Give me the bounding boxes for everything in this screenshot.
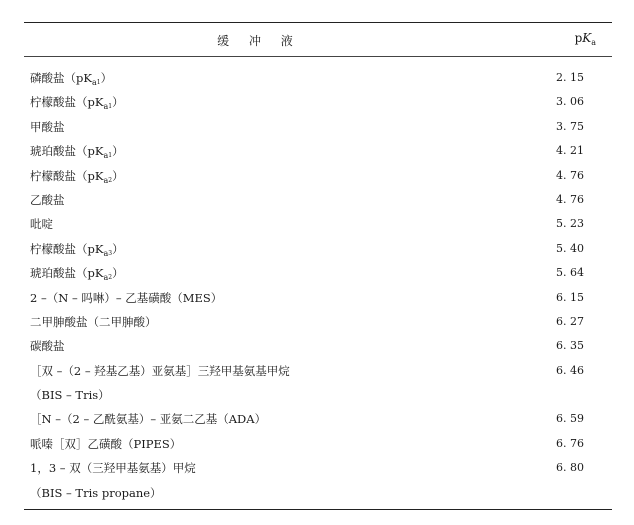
table-row — [24, 286, 612, 310]
table-row — [24, 310, 612, 334]
pka-subscript: a — [103, 273, 109, 283]
pka-value: 6. 15 — [556, 290, 584, 304]
buffer-name-text: 1，3 – 双（三羟甲基氨基）甲烷 — [30, 461, 196, 476]
pka-value: 6. 59 — [556, 412, 584, 426]
bottom-rule — [24, 509, 612, 510]
table-row — [24, 359, 612, 383]
pka-index: 2 — [108, 176, 113, 184]
buffer-name — [30, 286, 222, 310]
pka-value: 4. 76 — [556, 168, 584, 182]
buffer-name-tail: ） — [112, 95, 124, 110]
pka-subscript: a — [91, 78, 97, 87]
pka-value: 4. 21 — [556, 144, 584, 158]
table-row — [24, 334, 612, 358]
buffer-name-text: ［N –（2 – 乙酰氨基）– 亚氨二乙基（ADA） — [30, 412, 267, 427]
buffer-name — [30, 310, 157, 334]
table-row — [24, 481, 612, 505]
buffer-name-text: 柠檬酸盐（pK — [30, 168, 104, 183]
buffer-name — [30, 456, 196, 480]
table-row — [24, 66, 612, 90]
pka-subscript: a — [103, 175, 109, 185]
table-row — [24, 432, 612, 456]
table-row — [24, 139, 612, 163]
buffer-name-text: （BIS – Tris） — [30, 388, 110, 403]
table-header — [24, 23, 612, 56]
pka-value: 6. 27 — [556, 314, 584, 328]
buffer-name-text: 甲酸盐 — [30, 119, 65, 134]
pka-index: 1 — [96, 79, 101, 86]
buffer-pka-table — [24, 22, 612, 510]
buffer-name-text: 磷酸盐（pK — [30, 71, 92, 85]
pka-value: 5. 23 — [556, 217, 584, 231]
buffer-name-tail: ） — [112, 168, 124, 183]
buffer-name-tail: ） — [112, 144, 124, 159]
buffer-name-text: 琥珀酸盐（pK — [30, 266, 104, 281]
table-row — [24, 212, 612, 236]
pka-value: 5. 64 — [556, 266, 584, 280]
pka-index: 3 — [108, 249, 113, 257]
pka-value: 4. 76 — [556, 192, 584, 206]
pka-value: 6. 80 — [556, 461, 584, 475]
buffer-name-text: 吡啶 — [30, 217, 53, 232]
header-pka-sub: a — [591, 38, 596, 47]
header-buffer: 缓 冲 液 — [217, 34, 301, 48]
header-pka-k: K — [582, 31, 592, 45]
buffer-name — [30, 359, 290, 383]
buffer-name — [30, 212, 53, 236]
pka-index: 1 — [108, 103, 113, 111]
header-pka-prefix: p — [574, 31, 583, 45]
table-row — [24, 407, 612, 431]
buffer-name — [30, 115, 65, 139]
table-row — [24, 456, 612, 480]
buffer-name-text: （BIS – Tris propane） — [30, 485, 162, 500]
buffer-name-text: 琥珀酸盐（pK — [30, 144, 104, 159]
pka-subscript: a — [103, 248, 109, 258]
buffer-name-text: 碳酸盐 — [30, 339, 65, 354]
table-body — [24, 57, 612, 505]
buffer-name-text: ［双 –（2 – 羟基乙基）亚氨基］三羟甲基氨基甲烷 — [30, 363, 290, 378]
buffer-name-tail: ） — [100, 71, 113, 85]
buffer-name — [30, 407, 266, 431]
table-row — [24, 188, 612, 212]
pka-index: 2 — [108, 274, 113, 282]
table-row — [24, 261, 612, 285]
buffer-name-text: 哌嗪［双］乙磺酸（PIPES） — [30, 436, 182, 451]
buffer-name — [30, 383, 110, 407]
buffer-name — [30, 432, 181, 456]
pka-value: 6. 46 — [556, 363, 584, 377]
buffer-name-text: 柠檬酸盐（pK — [30, 95, 104, 110]
pka-value: 5. 40 — [556, 241, 584, 255]
pka-value: 6. 35 — [556, 339, 584, 353]
table-row — [24, 383, 612, 407]
buffer-name-tail: ） — [112, 241, 124, 256]
pka-value: 2. 15 — [556, 71, 584, 84]
buffer-name-text: 2 –（N – 吗啉）– 乙基磺酸（MES） — [30, 290, 223, 305]
buffer-name-text: 二甲胂酸盐（二甲胂酸） — [30, 314, 157, 329]
pka-subscript: a — [103, 102, 109, 112]
table-row — [24, 164, 612, 188]
pka-value: 3. 06 — [556, 95, 584, 109]
buffer-name-tail: ） — [112, 266, 124, 281]
table-row — [24, 115, 612, 139]
table-row — [24, 237, 612, 261]
buffer-name-text: 乙酸盐 — [30, 192, 65, 207]
pka-subscript: a — [103, 151, 109, 161]
buffer-name — [30, 188, 65, 212]
pka-value: 3. 75 — [556, 119, 584, 133]
buffer-name — [30, 334, 65, 358]
table-row — [24, 90, 612, 114]
header-pka — [575, 31, 596, 47]
buffer-name — [30, 481, 162, 505]
buffer-name-text: 柠檬酸盐（pK — [30, 241, 104, 256]
pka-value: 6. 76 — [556, 436, 584, 450]
pka-index: 1 — [108, 152, 113, 160]
